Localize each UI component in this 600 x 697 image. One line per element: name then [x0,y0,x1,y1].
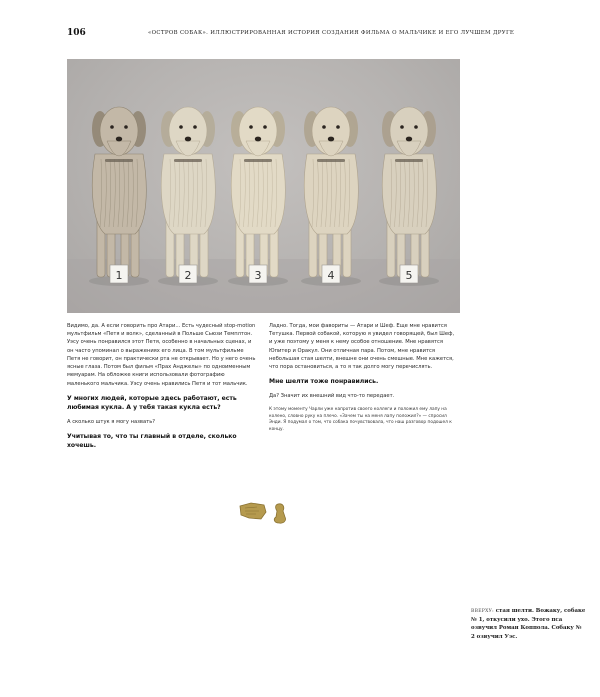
interviewer-question-1: У многих людей, которые здесь работают, есть любимая кукла. А у тебя такая кукла есть? [67,394,237,411]
interviewer-question-2: Учитывая то, что ты главный в отделе, сколько хочешь. [67,433,237,450]
shelties-illustration [67,59,460,313]
dog-number-card [110,265,128,283]
dog-number: 2 [184,269,192,282]
right-paragraph-1: Ладно. Тогда, мои фавориты — Атари и Шеф. Еще мне нравится Тетушка. Первой собакой, которую я увидел говорящей, был Шеф, и уже поэтому у меня к нему особое отношение. Мне нравятся Юпитер и Оракул. Они отличная пара. Потом, мне нравится небольшая стая шелти, внешне они очень смешные. Мне кажется, что пора остановиться, а то я так долго могу перечислять. [269,323,455,371]
left-column [67,322,257,457]
dog-number: 4 [327,269,335,282]
dog-number: 3 [254,269,262,282]
dog-number: 1 [115,269,123,282]
caption-text: стая шелти. Вожаку, собаке № 1, откусили ухо. Этого пса озвучил Роман Коппола. Собаку № 2 озвучил Уэс. [471,608,586,640]
gold-token-icon [237,500,269,522]
caption-label: ВВЕРХУ: [471,609,494,614]
dog-number-card [400,265,418,283]
right-paragraph-2: Да? Значит их внешний вид что-то передает. [269,393,395,400]
running-head: «ОСТРОВ СОБАК». ИЛЛЮСТРИРОВАННАЯ ИСТОРИЯ СОЗДАНИЯ ФИЛЬМА О МАЛЬЧИКЕ И ЕГО ЛУЧШЕМ ДРУГЕ [148,30,515,36]
right-column [269,322,459,440]
interviewer-question-3: Мне шелти тоже понравились. [269,378,379,386]
dog-number-card [322,265,340,283]
dog-number-card [179,265,197,283]
dog-number: 5 [405,269,413,282]
left-paragraph-2: А сколько штук я могу назвать? [67,419,156,426]
side-note: К этому моменту Чарли уже напротив своего коллеги и положил ему лапу на колено, словно руку на плечо. «Зачем ты на меня лапу положил?» — спросил Энди. Я подумал о том, что собака почувствовала, что наш разговор подошел к концу. [269,406,452,433]
photo-caption [471,607,587,641]
dog-number-card [249,265,267,283]
gold-dog-figurine-icon [270,502,290,526]
page-number: 106 [67,28,86,38]
dogs-photo [67,59,460,313]
left-paragraph-1: Видимо, да. А если говорить про Атари... Есть чудесный stop-motion мультфильм «Петя и волк», сделанный в Польше Сьюзи Темплтон. Уэсу очень понравился этот Петя, особенно в начальных сценах, и он часто упоминал о выражениях его лица. В том мультфильме Петя не говорит, он практически рта не открывает. Но у него очень ясные глаза. Потом был фильм «Прах Анджелы» по одноименным мемуарам. На обложке книги использовали фотографию маленького мальчика. Уэсу очень нравились Петя и тот мальчик. [67,323,256,387]
